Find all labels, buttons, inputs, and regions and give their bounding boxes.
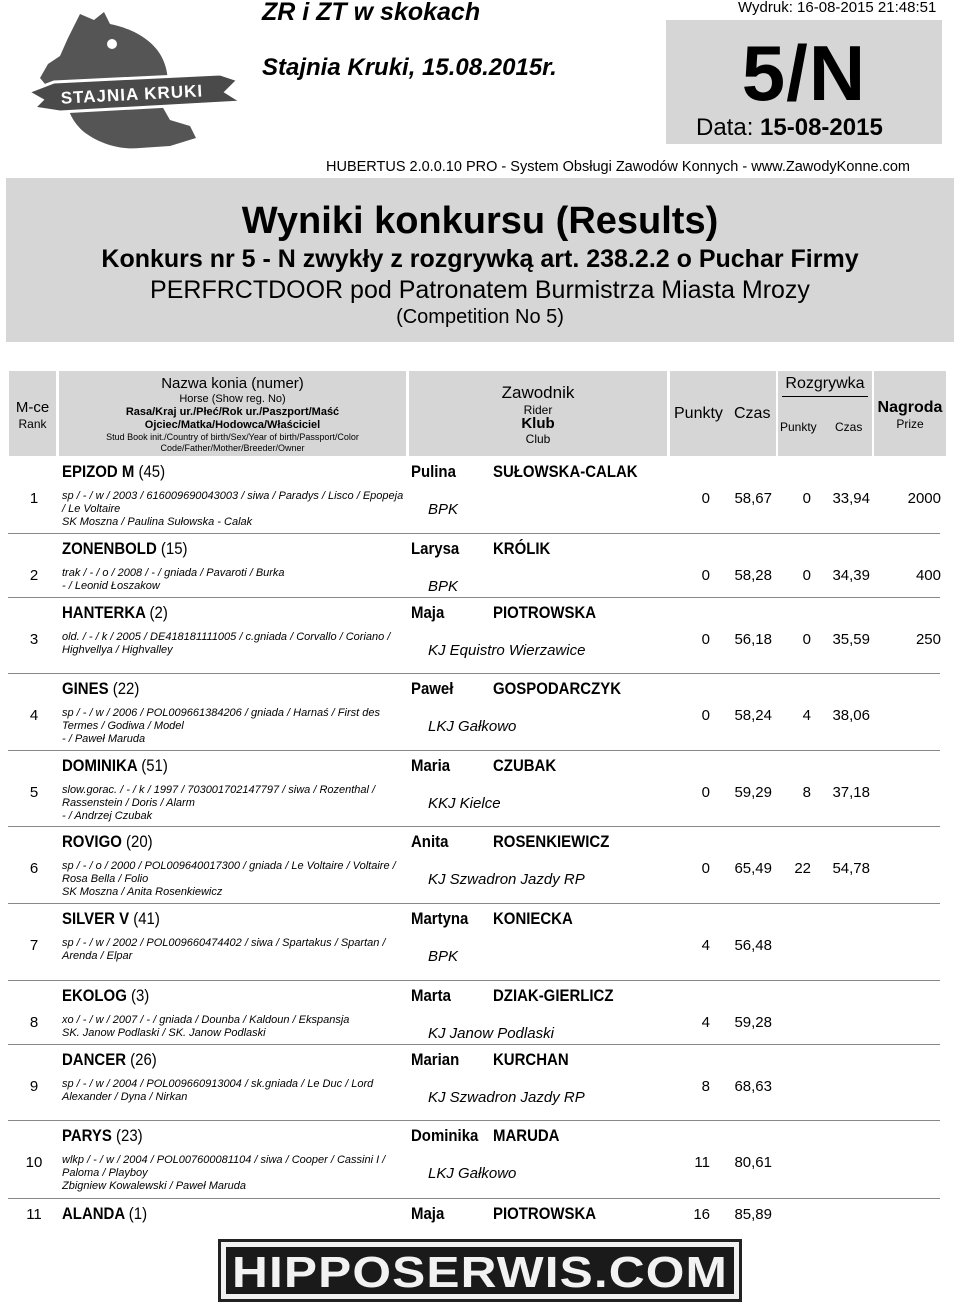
club-name: BPK <box>428 578 459 595</box>
rider-first-name: Maja <box>411 1204 445 1223</box>
horse-details-line: sp / - / w / 2006 / POL009661384206 / gniada / Harnaś / First des Termes / Godiwa / Model <box>62 707 380 732</box>
rider-first-name: Paweł <box>411 679 454 698</box>
stable-logo <box>20 8 245 158</box>
prize-cell: 400 <box>915 567 941 584</box>
rank-label-en: Rank <box>18 417 47 431</box>
rider-first-name: Larysa <box>411 539 460 558</box>
horse-label-line5: Stud Book init./Country of birth/Sex/Year of birth/Passport/Color <box>106 432 359 442</box>
time-cell: 59,29 <box>734 784 772 801</box>
competition-date <box>696 114 883 142</box>
rider-last-name: PIOTROWSKA <box>493 1204 597 1223</box>
horse-name <box>62 1050 157 1070</box>
jumpoff-points-cell: 8 <box>802 784 811 801</box>
date-label: Data: <box>696 114 754 141</box>
horse-name-text: PARYS <box>62 1126 112 1145</box>
rank-cell: 8 <box>29 1014 39 1031</box>
row-separator <box>8 1120 940 1121</box>
rider-first-name: Dominika <box>411 1126 479 1145</box>
jumpoff-points-cell: 0 <box>802 490 811 507</box>
points-label: Punkty <box>674 405 723 422</box>
column-header-result <box>670 371 776 456</box>
horse-label-line4: Ojciec/Matka/Hodowca/Właściciel <box>144 419 321 431</box>
horse-name <box>62 756 168 776</box>
rider-last-name: DZIAK-GIERLICZ <box>493 986 614 1005</box>
horse-details <box>62 784 407 823</box>
horse-name <box>62 603 168 623</box>
horse-details-line: sp / - / w / 2002 / POL009660474402 / siwa / Spartakus / Spartan / Arenda / Elpar <box>62 937 386 962</box>
row-separator <box>8 597 940 598</box>
club-name: KJ Szwadron Jazdy RP <box>428 871 585 888</box>
rank-cell: 10 <box>25 1154 43 1171</box>
horse-details <box>62 567 407 593</box>
horse-details <box>62 1014 407 1040</box>
horse-details-line: - / Leonid Łoszakow <box>62 580 160 592</box>
points-cell: 0 <box>701 631 710 648</box>
rider-first-name: Marta <box>411 986 451 1005</box>
horse-details-line: SK. Janow Podlaski / SK. Janow Podlaski <box>62 1027 266 1039</box>
points-cell: 16 <box>693 1206 710 1223</box>
horse-name <box>62 679 139 699</box>
time-cell: 59,28 <box>734 1014 772 1031</box>
rider-last-name: ROSENKIEWICZ <box>493 832 610 851</box>
horse-details-line: SK Moszna / Paulina Sułowska - Calak <box>62 516 253 528</box>
rank-cell: 7 <box>29 937 39 954</box>
horse-details-line: trak / - / o / 2008 / - / gniada / Pavaroti / Burka <box>62 567 285 579</box>
points-cell: 8 <box>701 1078 710 1095</box>
horse-number: (51) <box>141 756 168 775</box>
horse-name <box>62 539 188 559</box>
horse-name-text: HANTERKA <box>62 603 146 622</box>
points-cell: 0 <box>701 490 710 507</box>
horse-name <box>62 1126 143 1146</box>
rider-last-name: SUŁOWSKA-CALAK <box>493 462 638 481</box>
horse-details-line: - / Andrzej Czubak <box>62 810 153 822</box>
horse-name-text: ROVIGO <box>62 832 122 851</box>
horse-name-text: SILVER V <box>62 909 130 928</box>
jumpoff-time-cell: 54,78 <box>832 860 870 877</box>
club-label: Klub <box>521 415 555 432</box>
rider-last-name: MARUDA <box>493 1126 560 1145</box>
logo-text: STAJNIA KRUKI <box>60 81 204 108</box>
time-cell: 58,24 <box>734 707 772 724</box>
jumpoff-time-cell: 37,18 <box>832 784 870 801</box>
prize-label-en: Prize <box>896 417 924 431</box>
horse-number: (3) <box>130 986 150 1005</box>
horse-details-line: slow.gorac. / - / k / 1997 / 703001702147797 / siwa / Rozenthal / Rassenstein / Doris / Alarm <box>62 784 376 809</box>
rank-cell: 11 <box>26 1206 42 1223</box>
jumpoff-time-cell: 34,39 <box>832 567 870 584</box>
time-cell: 56,48 <box>734 937 772 954</box>
club-name: BPK <box>428 501 459 518</box>
competition-name-line1: Konkurs nr 5 - N zwykły z rozgrywką art. 238.2.2 o Puchar Firmy <box>101 245 859 273</box>
horse-label: Nazwa konia (numer) <box>161 375 304 392</box>
rider-first-name: Anita <box>411 832 449 851</box>
rider-last-name: GOSPODARCZYK <box>493 679 622 698</box>
rider-last-name: KRÓLIK <box>493 539 551 558</box>
horse-label-line3: Rasa/Kraj ur./Płeć/Rok ur./Paszport/Maść <box>125 406 340 418</box>
club-name: LKJ Gałkowo <box>428 718 517 735</box>
row-separator <box>8 1198 940 1199</box>
column-header-rider <box>409 371 667 456</box>
column-header-jumpoff <box>778 371 872 456</box>
rider-first-name: Maria <box>411 756 451 775</box>
club-label-en: Club <box>525 432 551 446</box>
time-cell: 68,63 <box>734 1078 772 1095</box>
rider-last-name: KONIECKA <box>493 909 573 928</box>
club-name: KJ Janow Podlaski <box>428 1025 554 1042</box>
points-cell: 0 <box>701 567 710 584</box>
horse-details-line: Zbigniew Kowalewski / Paweł Maruda <box>62 1180 247 1192</box>
row-separator <box>8 903 940 904</box>
horse-number: (26) <box>130 1050 157 1069</box>
jumpoff-time-label: Czas <box>835 420 863 434</box>
jumpoff-points-cell: 0 <box>802 567 811 584</box>
horse-label-en: Horse (Show reg. No) <box>179 393 286 405</box>
points-cell: 4 <box>701 937 710 954</box>
horse-details-line: old. / - / k / 2005 / DE418181111005 / c.gniada / Corvallo / Coriano / Highvellya / Highvalley <box>62 631 391 656</box>
horse-details <box>62 490 407 529</box>
results-title: Wyniki konkursu (Results) <box>241 200 719 242</box>
horse-number: (15) <box>160 539 188 558</box>
horse-details-line: sp / - / o / 2000 / POL009640017300 / gniada / Le Voltaire / Voltaire / Rosa Bella / Folio <box>62 860 396 885</box>
rider-last-name: CZUBAK <box>493 756 557 775</box>
time-cell: 56,18 <box>734 631 772 648</box>
row-separator <box>8 980 940 981</box>
column-header-horse <box>59 371 406 456</box>
club-name: BPK <box>428 948 459 965</box>
software-credit: HUBERTUS 2.0.0.10 PRO - System Obsługi Zawodów Konnych - www.ZawodyKonne.com <box>326 159 910 175</box>
horse-name-text: DOMINIKA <box>62 756 138 775</box>
horse-number: (45) <box>138 462 166 481</box>
print-date: Wydruk: 16-08-2015 21:48:51 <box>738 0 937 16</box>
points-cell: 0 <box>701 860 710 877</box>
rider-label-en: Rider <box>523 403 553 417</box>
competition-number: (Competition No 5) <box>396 306 564 328</box>
column-header-prize <box>874 371 946 456</box>
horse-number: (22) <box>112 679 140 698</box>
row-separator <box>8 673 940 674</box>
rank-cell: 4 <box>29 707 39 724</box>
date-value: 15-08-2015 <box>760 114 883 141</box>
jumpoff-label: Rozgrywka <box>785 375 865 392</box>
horse-details-line: xo / - / w / 2007 / - / gniada / Dounba / Kaldoun / Ekspansja <box>62 1014 350 1026</box>
competition-name-line2: PERFRCTDOOR pod Patronatem Burmistrza Miasta Mrozy <box>150 276 810 304</box>
time-label: Czas <box>734 405 771 422</box>
horse-details <box>62 631 407 657</box>
horse-details <box>62 1154 407 1193</box>
banner-text: HIPPOSERWIS.COM <box>232 1248 728 1297</box>
jumpoff-points-cell: 22 <box>794 860 811 877</box>
horse-number: (23) <box>116 1126 143 1145</box>
competition-code-box <box>666 20 942 144</box>
rider-first-name: Marian <box>411 1050 460 1069</box>
horse-details <box>62 937 407 963</box>
rank-cell: 1 <box>29 490 39 507</box>
row-separator <box>8 750 940 751</box>
event-subtitle: Stajnia Kruki, 15.08.2015r. <box>262 54 557 81</box>
jumpoff-divider <box>782 396 868 397</box>
horse-name <box>62 986 149 1006</box>
horse-name <box>62 462 165 482</box>
horse-number: (2) <box>149 603 168 622</box>
rider-label: Zawodnik <box>501 383 575 402</box>
column-header-rank <box>9 371 56 456</box>
jumpoff-points-cell: 0 <box>802 631 811 648</box>
horse-name <box>62 909 160 929</box>
horse-details <box>62 1078 407 1104</box>
competition-code: 5/N <box>741 29 867 117</box>
rank-label: M-ce <box>15 399 50 416</box>
horse-number: (1) <box>128 1204 148 1223</box>
horse-name <box>62 1204 147 1224</box>
time-cell: 58,28 <box>734 567 772 584</box>
points-cell: 0 <box>701 784 710 801</box>
horse-name <box>62 832 153 852</box>
horse-details-line: sp / - / w / 2003 / 616009690043003 / siwa / Paradys / Lisco / Epopeja / Le Voltaire <box>62 490 404 515</box>
horse-name-text: ALANDA <box>62 1204 125 1223</box>
rank-cell: 9 <box>29 1078 39 1095</box>
horse-details-line: sp / - / w / 2004 / POL009660913004 / sk.gniada / Le Duc / Lord Alexander / Dyna / Nirkan <box>62 1078 374 1103</box>
event-title: ZR i ZT w skokach <box>262 0 481 26</box>
rider-first-name: Martyna <box>411 909 469 928</box>
rider-first-name: Pulina <box>411 462 456 481</box>
rider-first-name: Maja <box>411 603 445 622</box>
jumpoff-time-cell: 35,59 <box>832 631 870 648</box>
prize-cell: 2000 <box>907 490 941 507</box>
club-name: KKJ Kielce <box>428 795 501 812</box>
time-cell: 65,49 <box>734 860 772 877</box>
horse-details <box>62 707 407 746</box>
jumpoff-time-cell: 33,94 <box>832 490 870 507</box>
time-cell: 80,61 <box>734 1154 772 1171</box>
club-name: KJ Szwadron Jazdy RP <box>428 1089 585 1106</box>
jumpoff-points-label: Punkty <box>780 420 817 434</box>
row-separator <box>8 826 940 827</box>
rank-cell: 6 <box>29 860 39 877</box>
club-name: LKJ Gałkowo <box>428 1165 517 1182</box>
horse-number: (41) <box>133 909 160 928</box>
horse-name-text: DANCER <box>62 1050 127 1069</box>
rider-last-name: PIOTROWSKA <box>493 603 597 622</box>
row-separator <box>8 533 940 534</box>
horse-details-line: SK Moszna / Anita Rosenkiewicz <box>62 886 223 898</box>
horse-number: (20) <box>126 832 153 851</box>
rank-cell: 3 <box>29 631 39 648</box>
horse-name-text: GINES <box>62 679 109 698</box>
results-title-box <box>6 178 954 342</box>
jumpoff-points-cell: 4 <box>802 707 811 724</box>
horse-label-line6: Code/Father/Mother/Breeder/Owner <box>160 443 305 453</box>
prize-label: Nagroda <box>877 399 943 416</box>
rank-cell: 5 <box>29 784 39 801</box>
horse-name-text: ZONENBOLD <box>62 539 157 558</box>
sponsor-banner <box>218 1239 742 1302</box>
time-cell: 58,67 <box>734 490 772 507</box>
points-cell: 11 <box>694 1154 710 1171</box>
rank-cell: 2 <box>29 567 39 584</box>
row-separator <box>8 1044 940 1045</box>
jumpoff-time-cell: 38,06 <box>832 707 870 724</box>
time-cell: 85,89 <box>734 1206 772 1223</box>
horse-name-text: EKOLOG <box>62 986 127 1005</box>
rider-last-name: KURCHAN <box>493 1050 569 1069</box>
horse-name-text: EPIZOD M <box>62 462 135 481</box>
prize-cell: 250 <box>915 631 941 648</box>
club-name: KJ Equistro Wierzawice <box>428 642 586 659</box>
points-cell: 4 <box>701 1014 710 1031</box>
horse-details-line: wlkp / - / w / 2004 / POL007600081104 / siwa / Cooper / Cassini I / Paloma / Playboy <box>62 1154 386 1179</box>
horse-details-line: - / Paweł Maruda <box>62 733 146 745</box>
points-cell: 0 <box>701 707 710 724</box>
horse-details <box>62 860 407 899</box>
